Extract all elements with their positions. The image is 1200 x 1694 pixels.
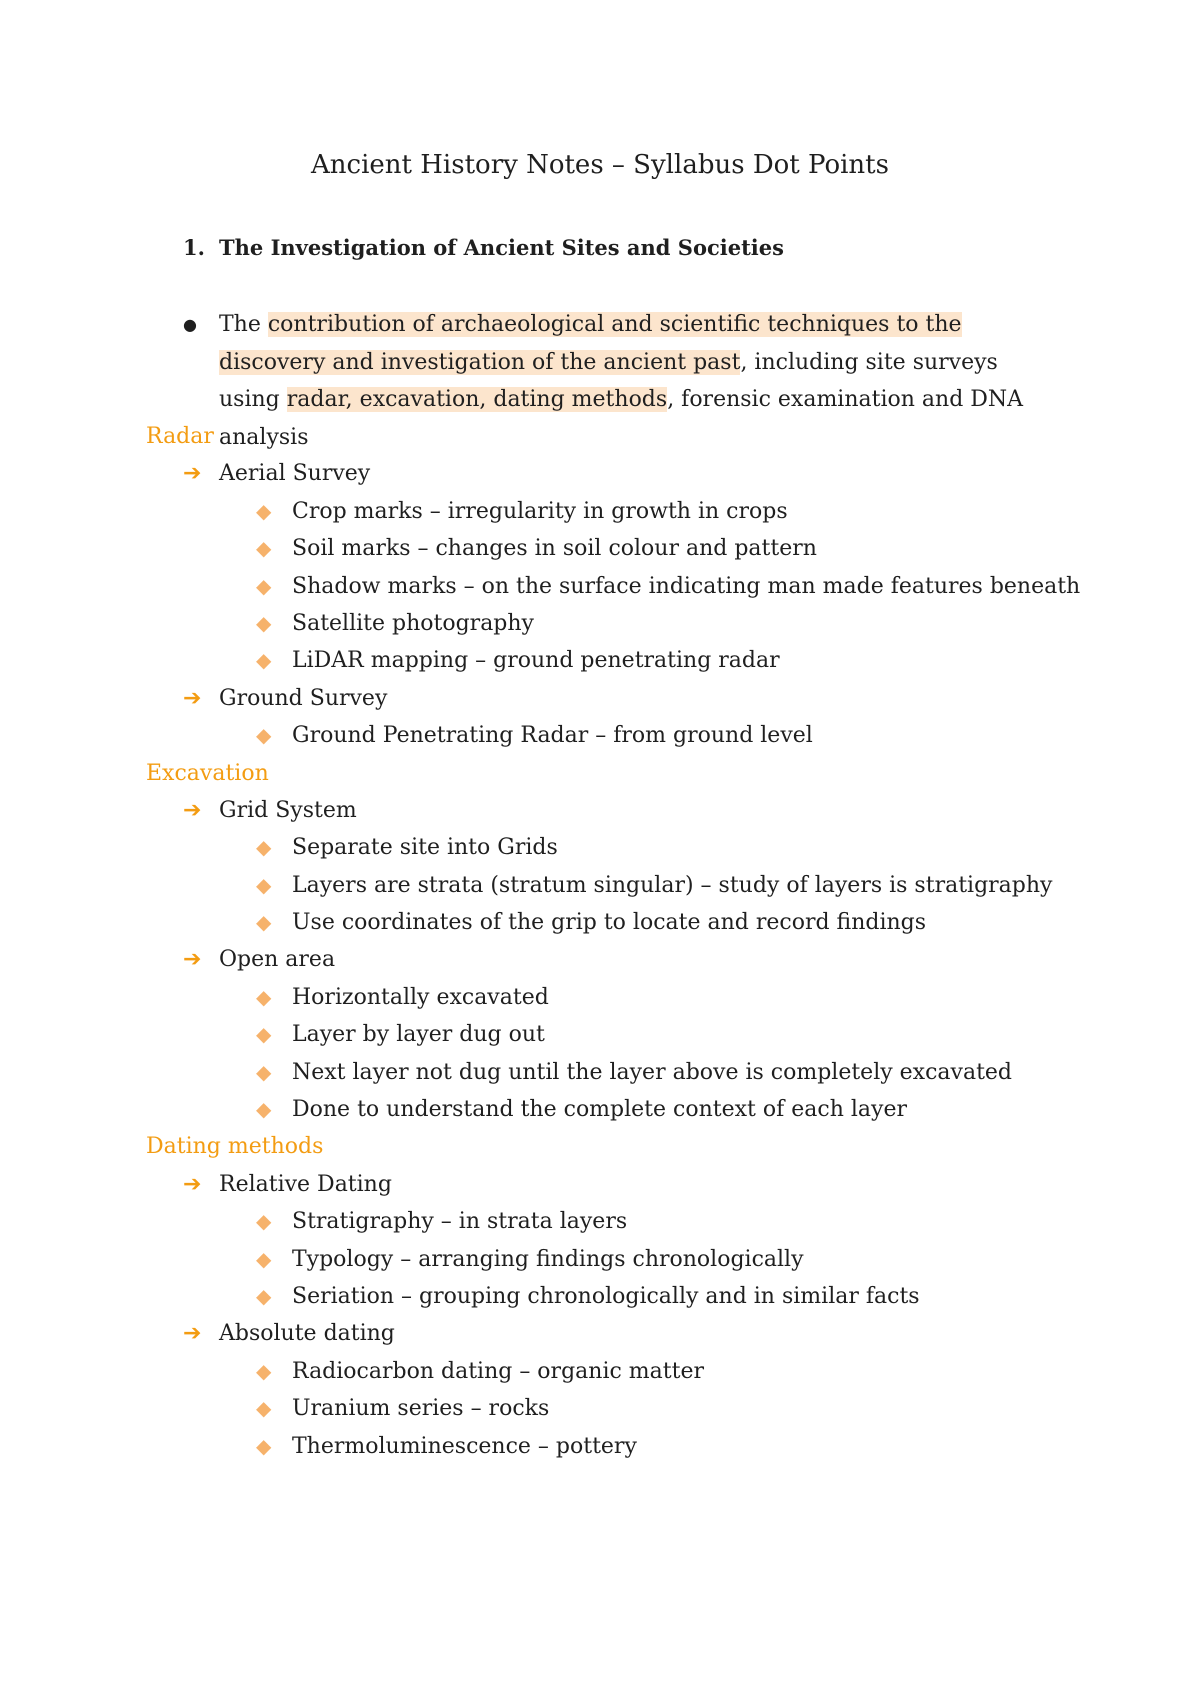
diamond-icon: ◆	[256, 1283, 272, 1308]
outline-text: Aerial Survey	[219, 461, 371, 487]
outline-subheading	[146, 792, 1146, 829]
section-number: 1.	[183, 235, 205, 260]
arrow-icon: ➔	[183, 461, 202, 487]
diamond-icon: ◆	[256, 573, 272, 598]
diamond-icon: ◆	[256, 1059, 272, 1084]
text-segment: The	[219, 312, 268, 337]
diamond-icon: ◆	[256, 610, 272, 635]
outline-text: Soil marks – changes in soil colour and pattern	[292, 536, 817, 562]
diamond-icon: ◆	[256, 1433, 272, 1458]
text-segment: , forensic examination and DNA analysis	[219, 387, 1024, 450]
list-item	[146, 1016, 1146, 1053]
outline-text: Uranium series – rocks	[292, 1396, 550, 1422]
list-item	[146, 1203, 1146, 1240]
outline-text: Grid System	[219, 797, 357, 823]
list-item	[146, 493, 1146, 530]
outline-text: Seriation – grouping chronologically and in similar facts	[292, 1283, 920, 1309]
outline-text: Radar	[146, 424, 214, 449]
outline-text: Absolute dating	[219, 1321, 395, 1347]
list-item	[146, 1091, 1146, 1128]
arrow-icon: ➔	[183, 685, 202, 711]
outline-text: Excavation	[146, 760, 269, 786]
list-item	[146, 904, 1146, 941]
list-item	[146, 1241, 1146, 1278]
outline-subheading	[146, 941, 1146, 978]
outline-text: LiDAR mapping – ground penetrating radar	[292, 648, 780, 674]
outline-text: Layers are strata (stratum singular) – study of layers is stratigraphy	[292, 872, 1053, 898]
outline-text: Dating methods	[146, 1134, 324, 1160]
outline-text: Shadow marks – on the surface indicating man made features beneath	[292, 573, 1081, 599]
outline-subheading	[146, 455, 1146, 492]
list-item	[146, 530, 1146, 567]
outline-text: Layer by layer dug out	[292, 1022, 545, 1048]
outline-text: Ground Penetrating Radar – from ground level	[292, 723, 813, 749]
outline-text: Open area	[219, 947, 336, 973]
arrow-icon: ➔	[183, 1171, 202, 1197]
diamond-icon: ◆	[256, 536, 272, 561]
category-heading	[146, 418, 1146, 455]
diamond-icon: ◆	[256, 1396, 272, 1421]
category-heading	[146, 755, 1146, 792]
list-item	[146, 1278, 1146, 1315]
list-item	[146, 829, 1146, 866]
diamond-icon: ◆	[256, 1097, 272, 1122]
diamond-icon: ◆	[256, 910, 272, 935]
outline-text: Separate site into Grids	[292, 835, 558, 861]
diamond-icon: ◆	[256, 498, 272, 523]
list-item	[146, 605, 1146, 642]
list-item	[146, 1054, 1146, 1091]
outline-text: Ground Survey	[219, 685, 388, 711]
notes-outline	[146, 418, 1146, 1465]
list-item	[146, 1353, 1146, 1390]
list-item	[146, 717, 1146, 754]
diamond-icon: ◆	[256, 1209, 272, 1234]
bullet-icon: ●	[183, 315, 197, 334]
list-item	[146, 979, 1146, 1016]
section-title: The Investigation of Ancient Sites and Societies	[219, 235, 784, 260]
outline-text: Satellite photography	[292, 610, 534, 636]
highlighted-text: contribution of archaeological and scientific techniques to the discovery and investigation of the ancient past	[219, 312, 962, 375]
outline-text: Radiocarbon dating – organic matter	[292, 1358, 704, 1384]
outline-text: Crop marks – irregularity in growth in crops	[292, 498, 788, 524]
outline-text: Done to understand the complete context of each layer	[292, 1097, 907, 1123]
text-segment: , including site surveys using	[219, 349, 998, 412]
diamond-icon: ◆	[256, 1358, 272, 1383]
outline-text: Use coordinates of the grip to locate and record findings	[292, 910, 927, 936]
diamond-icon: ◆	[256, 984, 272, 1009]
outline-text: Stratigraphy – in strata layers	[292, 1209, 628, 1235]
outline-text: Relative Dating	[219, 1171, 392, 1197]
category-heading	[146, 1128, 1146, 1165]
arrow-icon: ➔	[183, 1321, 202, 1347]
arrow-icon: ➔	[183, 947, 202, 973]
diamond-icon: ◆	[256, 648, 272, 673]
outline-subheading	[146, 1315, 1146, 1352]
diamond-icon: ◆	[256, 723, 272, 748]
diamond-icon: ◆	[256, 1022, 272, 1047]
arrow-icon: ➔	[183, 797, 202, 823]
list-item	[146, 568, 1146, 605]
page-title: Ancient History Notes – Syllabus Dot Points	[311, 150, 889, 180]
list-item	[146, 642, 1146, 679]
outline-text: Next layer not dug until the layer above is completely excavated	[292, 1059, 1013, 1085]
outline-text: Typology – arranging findings chronologically	[292, 1246, 804, 1272]
list-item	[146, 1428, 1146, 1465]
section-heading	[183, 233, 784, 263]
list-item	[146, 867, 1146, 904]
diamond-icon: ◆	[256, 1246, 272, 1271]
highlighted-text: radar, excavation, dating methods	[286, 387, 668, 412]
list-item	[146, 1390, 1146, 1427]
diamond-icon: ◆	[256, 872, 272, 897]
outline-text: Horizontally excavated	[292, 984, 549, 1010]
outline-subheading	[146, 680, 1146, 717]
diamond-icon: ◆	[256, 835, 272, 860]
outline-subheading	[146, 1166, 1146, 1203]
outline-text: Thermoluminescence – pottery	[292, 1433, 637, 1459]
